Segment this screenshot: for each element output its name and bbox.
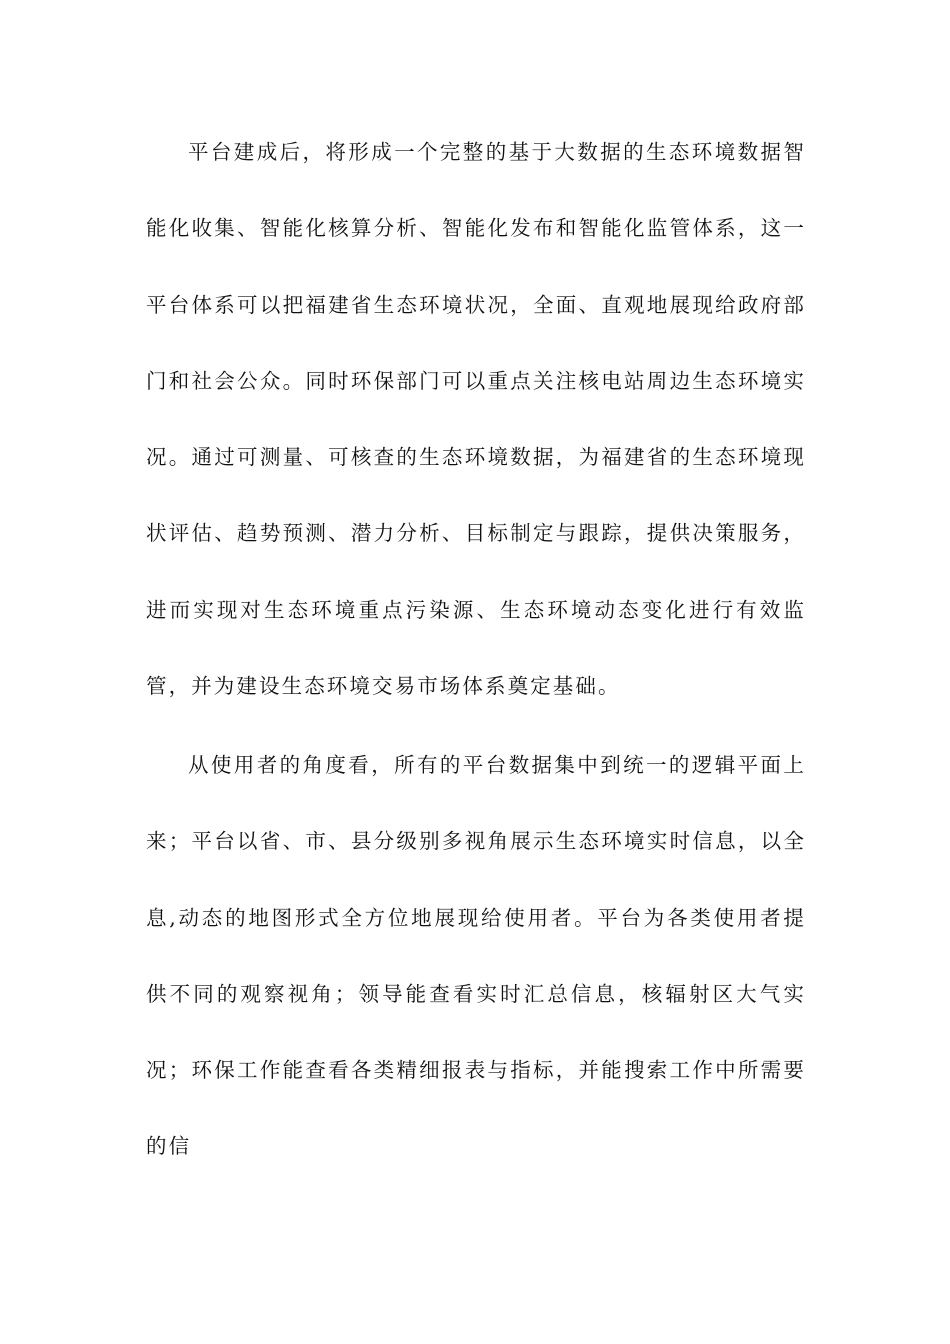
body-paragraph-2: 从使用者的角度看，所有的平台数据集中到统一的逻辑平面上来；平台以省、市、县分级别多视角展示生态环境实时信息，以全息,动态的地图形式全方位地展现给使用者。平台为各类使用者提供不同的观察视角；领导能查看实时汇总信息，核辐射区大气实况；环保工作能查看各类精细报表与指标，并能搜索工作中所需要的信 <box>146 753 806 1159</box>
body-paragraph-1: 平台建成后，将形成一个完整的基于大数据的生态环境数据智能化收集、智能化核算分析、智能化发布和智能化监管体系，这一平台体系可以把福建省生态环境状况，全面、直观地展现给政府部门和社会公众。同时环保部门可以重点关注核电站周边生态环境实况。通过可测量、可核查的生态环境数据，为福建省的生态环境现状评估、趋势预测、潜力分析、目标制定与跟踪，提供决策服务，进而实现对生态环境重点污染源、生态环境动态变化进行有效监管，并为建设生态环境交易市场体系奠定基础。 <box>146 140 806 699</box>
